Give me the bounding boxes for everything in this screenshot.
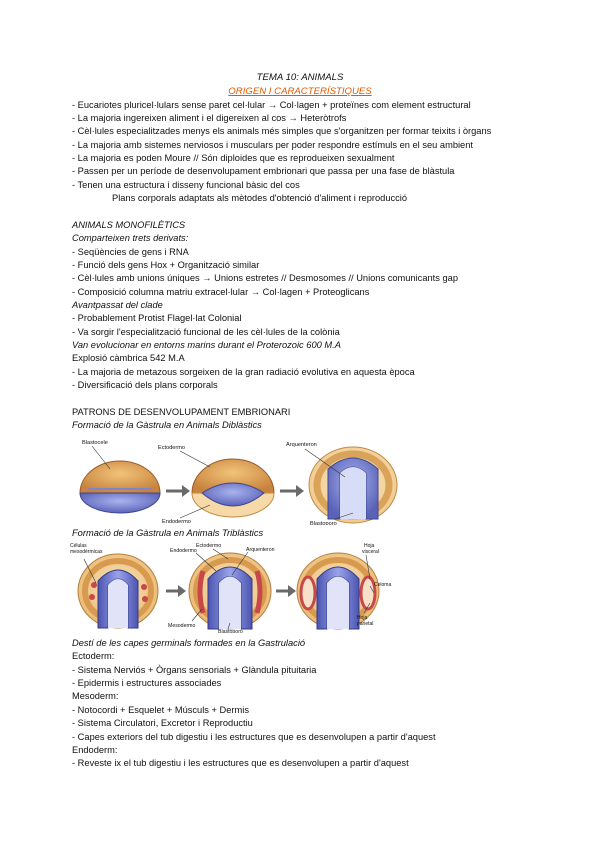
layer-label: Ectoderm: <box>72 651 115 661</box>
list-item: - La majoria de metazous sorgeixen de la gran radiació evolutiva en aquesta època <box>72 367 415 377</box>
list-item: - Sistema Nerviós + Òrgans sensorials + Glàndula pituitaria <box>72 665 317 675</box>
list-item: - Capes exteriors del tub digestiu i les estructures que es desenvolupen a partir d'aquest <box>72 732 436 742</box>
page-title: TEMA 10: ANIMALS <box>256 72 344 83</box>
list-item: - Probablement Protist Flagel·lat Colonial <box>72 313 242 323</box>
list-item: - Cèl·lules especialitzades menys els animals més simples que s'organitzen per formar teixits i òrgans <box>72 126 492 136</box>
subheading: Avantpassat del clade <box>72 300 163 310</box>
label-mesodermicas: mesodérmicas <box>70 549 103 555</box>
list-item: - Funció dels gens Hox + Organització similar <box>72 260 260 270</box>
triblastic-embryo-1 <box>78 554 158 628</box>
label-blastoporo: Blastoporo <box>218 629 243 633</box>
layer-label: Mesoderm: <box>72 691 119 701</box>
section-heading: ANIMALS MONOFILÈTICS <box>72 220 186 230</box>
layer-label: Endoderm: <box>72 745 118 755</box>
triblastic-embryo-2 <box>189 553 271 629</box>
label-celulas: Células <box>70 543 87 549</box>
label-blastoporo: Blastoporo <box>310 521 337 525</box>
list-item: - Sistema Circulatori, Excretor i Reproductiu <box>72 718 253 728</box>
section-heading: PATRONS DE DESENVOLUPAMENT EMBRIONARI <box>72 407 291 417</box>
diblastic-gastrula-figure <box>70 433 400 525</box>
list-item: - Eucariotes pluricel·lulars sense paret cel·lular → Col·lagen + proteïnes com element estructural <box>72 100 471 110</box>
text-line: Explosió càmbrica 542 M.A <box>72 353 185 363</box>
list-item: - Reveste ix el tub digestiu i les estructures que es desenvolupen a partir d'aquest <box>72 758 409 768</box>
label-ectodermo: Ectodermo <box>158 445 186 451</box>
list-item: - Diversificació dels plans corporals <box>72 380 218 390</box>
early-gastrula-embryo <box>192 459 274 517</box>
label-arquenteron: Arquenteron <box>286 442 317 448</box>
list-item: - La majoria ingereixen aliment i el digereixen al cos → Heteròtrofs <box>72 113 347 123</box>
subheading: Formació de la Gàstrula en Animals Triblàstics <box>72 528 264 538</box>
arrow-icon <box>182 485 190 497</box>
subheading: Formació de la Gàstrula en Animals Diblàstics <box>72 420 262 430</box>
list-item: - La majoria amb sistemes nerviosos i musculars per poder respondre estímuls en el seu ambient <box>72 140 473 150</box>
arrow-icon <box>178 585 186 597</box>
label-blastocele: Blastocele <box>82 440 108 446</box>
list-item: - Epidermis i estructures associades <box>72 678 222 688</box>
list-item: - Notocordi + Esquelet + Músculs + Dermis <box>72 705 249 715</box>
label-visceral: visceral <box>362 549 379 555</box>
label-endodermo: Endodermo <box>162 519 191 525</box>
list-item: - Tenen una estructura i disseny funcional bàsic del cos <box>72 180 300 190</box>
label-mesodermo: Mesodermo <box>168 623 196 629</box>
label-ectodermo: Ectodermo <box>196 543 222 549</box>
triblastic-gastrula-figure <box>70 541 400 633</box>
section-title: ORIGEN I CARACTERÍSTIQUES <box>228 86 372 97</box>
label-arquenteron: Arquenteron <box>246 547 275 553</box>
list-item: - Va sorgir l'especialització funcional de les cèl·lules de la colònia <box>72 327 340 337</box>
list-item: - Cèl·lules amb unions úniques → Unions estretes // Desmosomes // Unions comunicants gap <box>72 273 458 283</box>
list-item: - Composició columna matriu extracel·lular → Col·lagen + Proteoglicans <box>72 287 370 297</box>
list-item: - La majoria es poden Moure // Són diploides que es reprodueixen sexualment <box>72 153 395 163</box>
subheading: Destí de les capes germinals formades en la Gastrulació <box>72 638 306 648</box>
label-parietal: parietal <box>357 621 374 627</box>
arrow-icon <box>288 585 296 597</box>
arrow-icon <box>296 485 304 497</box>
list-item: - Seqüències de gens i RNA <box>72 247 189 257</box>
list-item-indented: Plans corporals adaptats als mètodes d'obtenció d'aliment i reproducció <box>112 193 408 203</box>
gastrula-embryo <box>309 447 397 523</box>
label-endodermo: Endodermo <box>170 548 197 554</box>
subheading: Comparteixen trets derivats: <box>72 233 189 243</box>
label-hoja: Hoja <box>357 615 368 621</box>
list-item: - Passen per un període de desenvolupament embrionari que passa per una fase de blàstula <box>72 166 455 176</box>
blastula-embryo <box>80 461 160 513</box>
label-celoma: Celoma <box>374 582 392 588</box>
subheading: Van evolucionar en entorns marins durant el Proterozoic 600 M.A <box>72 340 341 350</box>
label-hoja: Hoja <box>364 543 375 549</box>
